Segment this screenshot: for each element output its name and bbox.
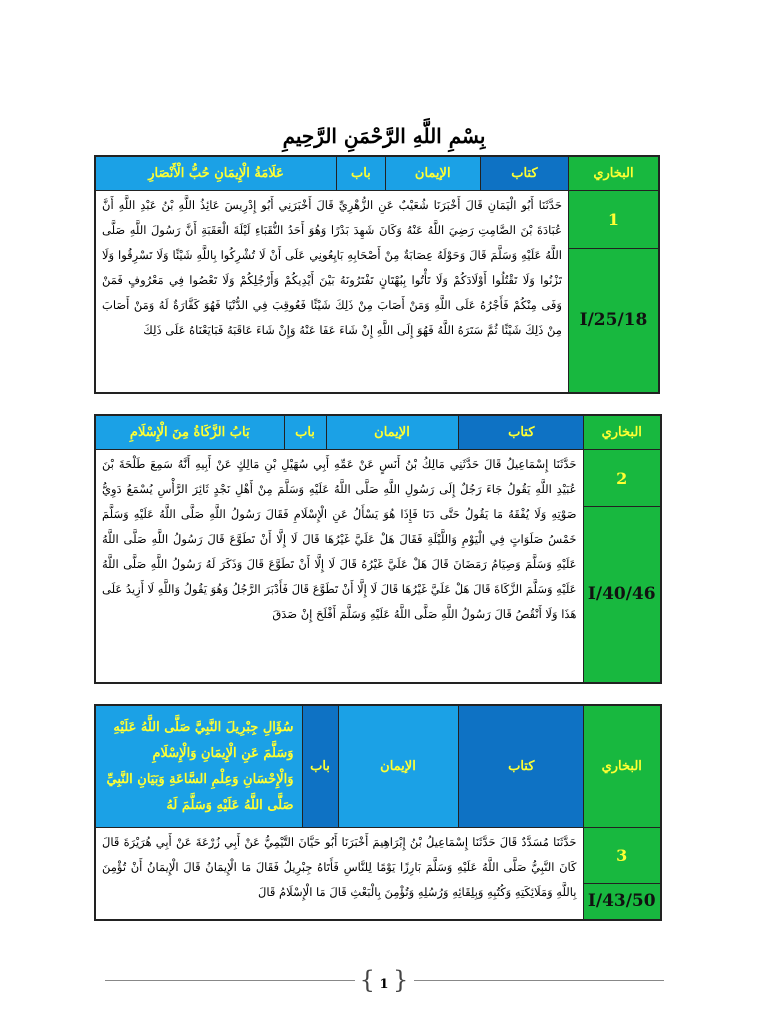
bab-label: باب xyxy=(302,706,338,827)
book-label: البخاري xyxy=(568,156,659,191)
page-footer xyxy=(0,966,768,996)
book-label: البخاري xyxy=(583,705,661,828)
kitab-name: الإيمان xyxy=(386,157,481,190)
kitab-label: كتاب xyxy=(458,416,584,449)
kitab-label: كتاب xyxy=(458,706,584,827)
right-bracket-icon: } xyxy=(393,966,409,994)
hadith-number: 3 xyxy=(583,828,661,884)
hadith-table xyxy=(94,414,662,684)
hadith-reference: I/40/46 xyxy=(583,507,661,683)
bab-label: باب xyxy=(284,416,326,449)
bab-title: عَلَامَةُ الْإِيمَانِ حُبُّ الْأَنْصَارِ xyxy=(96,157,337,190)
bab-title: سُؤَالِ جِبْرِيلَ النَّبِيَّ صَلَّى اللَّهُ عَلَيْهِ وَسَلَّمَ عَنِ الْإِيمَانِ وَالْإِسْلَامِ وَالْإِحْسَانِ وَعِلْمِ السَّاعَةِ وَبَيَانِ النَّبِيِّ صَلَّى اللَّهُ عَلَيْهِ وَسَلَّمَ لَهُ xyxy=(96,706,302,827)
page-number-frame xyxy=(356,966,412,994)
hadith-reference: I/25/18 xyxy=(568,249,659,393)
page-number: 1 xyxy=(379,977,389,992)
footer-rule-left xyxy=(105,980,355,981)
hadith-reference: I/43/50 xyxy=(583,884,661,920)
left-bracket-icon: { xyxy=(359,966,375,994)
hadith-number: 1 xyxy=(568,191,659,249)
hadith-text: حَدَّثَنَا مُسَدَّدٌ قَالَ حَدَّثَنَا إِسْمَاعِيلُ بْنُ إِبْرَاهِيمَ أَخْبَرَنَا أَبُو حَيَّانَ التَّيْمِيُّ عَنْ أَبِي زُرْعَةَ عَنْ أَبِي هُرَيْرَةَ قَالَ كَانَ النَّبِيُّ صَلَّى اللَّهُ عَلَيْهِ وَسَلَّمَ بَارِزًا يَوْمًا لِلنَّاسِ فَأَتَاهُ جِبْرِيلُ فَقَالَ مَا الْإِيمَانُ قَالَ الْإِيمَانُ أَنْ تُؤْمِنَ بِاللَّهِ وَمَلَائِكَتِهِ وَكُتُبِهِ وَبِلِقَائِهِ وَرُسُلِهِ وَتُؤْمِنَ بِالْبَعْثِ قَالَ مَا الْإِسْلَامُ قَالَ xyxy=(95,828,583,920)
bab-label: باب xyxy=(337,157,386,190)
hadith-table xyxy=(94,155,660,394)
hadith-text: حَدَّثَنَا أَبُو الْيَمَانِ قَالَ أَخْبَرَنَا شُعَيْبٌ عَنِ الزُّهْرِيِّ قَالَ أَخْبَرَنِي أَبُو إِدْرِيسَ عَائِذُ اللَّهِ بْنُ عَبْدِ اللَّهِ أَنَّ عُبَادَةَ بْنَ الصَّامِتِ رَضِيَ اللَّهُ عَنْهُ وَكَانَ شَهِدَ بَدْرًا وَهُوَ أَحَدُ النُّقَبَاءِ لَيْلَةَ الْعَقَبَةِ أَنَّ رَسُولَ اللَّهِ صَلَّى اللَّهُ عَلَيْهِ وَسَلَّمَ قَالَ وَحَوْلَهُ عِصَابَةٌ مِنْ أَصْحَابِهِ بَايِعُونِي عَلَى أَنْ لَا تُشْرِكُوا بِاللَّهِ شَيْئًا وَلَا تَسْرِقُوا وَلَا تَزْنُوا وَلَا تَقْتُلُوا أَوْلَادَكُمْ وَلَا تَأْتُوا بِبُهْتَانٍ تَفْتَرُونَهُ بَيْنَ أَيْدِيكُمْ وَأَرْجُلِكُمْ وَلَا تَعْصُوا فِي مَعْرُوفٍ فَمَنْ وَفَى مِنْكُمْ فَأَجْرُهُ عَلَى اللَّهِ وَمَنْ أَصَابَ مِنْ ذَلِكَ شَيْئًا فَعُوقِبَ فِي الدُّنْيَا فَهُوَ كَفَّارَةٌ لَهُ وَمَنْ أَصَابَ مِنْ ذَلِكَ شَيْئًا ثُمَّ سَتَرَهُ اللَّهُ فَهُوَ إِلَى اللَّهِ إِنْ شَاءَ عَفَا عَنْهُ وَإِنْ شَاءَ عَاقَبَهُ فَبَايَعْنَاهُ عَلَى ذَلِكَ xyxy=(95,191,568,393)
bab-title: بَابُ الزَّكَاةُ مِنَ الْإِسْلَامِ xyxy=(96,416,284,449)
hadith-number: 2 xyxy=(583,450,661,507)
kitab-name: الإيمان xyxy=(338,706,458,827)
hadith-text: حَدَّثَنَا إِسْمَاعِيلُ قَالَ حَدَّثَنِي مَالِكُ بْنُ أَنَسٍ عَنْ عَمِّهِ أَبِي سُهَيْلِ بْنِ مَالِكٍ عَنْ أَبِيهِ أَنَّهُ سَمِعَ طَلْحَةَ بْنَ عُبَيْدِ اللَّهِ يَقُولُ جَاءَ رَجُلٌ إِلَى رَسُولِ اللَّهِ صَلَّى اللَّهُ عَلَيْهِ وَسَلَّمَ مِنْ أَهْلِ نَجْدٍ ثَائِرَ الرَّأْسِ يُسْمَعُ دَوِيُّ صَوْتِهِ وَلَا يُفْقَهُ مَا يَقُولُ حَتَّى دَنَا فَإِذَا هُوَ يَسْأَلُ عَنِ الْإِسْلَامِ فَقَالَ رَسُولُ اللَّهِ صَلَّى اللَّهُ عَلَيْهِ وَسَلَّمَ خَمْسُ صَلَوَاتٍ فِي الْيَوْمِ وَاللَّيْلَةِ فَقَالَ هَلْ عَلَيَّ غَيْرُهَا قَالَ لَا إِلَّا أَنْ تَطَوَّعَ قَالَ رَسُولُ اللَّهِ صَلَّى اللَّهُ عَلَيْهِ وَسَلَّمَ وَصِيَامُ رَمَضَانَ قَالَ هَلْ عَلَيَّ غَيْرُهُ قَالَ لَا إِلَّا أَنْ تَطَوَّعَ قَالَ وَذَكَرَ لَهُ رَسُولُ اللَّهِ صَلَّى اللَّهُ عَلَيْهِ وَسَلَّمَ الزَّكَاةَ قَالَ هَلْ عَلَيَّ غَيْرُهَا قَالَ لَا إِلَّا أَنْ تَطَوَّعَ قَالَ فَأَدْبَرَ الرَّجُلُ وَهُوَ يَقُولُ وَاللَّهِ لَا أَزِيدُ عَلَى هَذَا وَلَا أَنْقُصُ قَالَ رَسُولُ اللَّهِ صَلَّى اللَّهُ عَلَيْهِ وَسَلَّمَ أَفْلَحَ إِنْ صَدَقَ xyxy=(95,450,583,683)
kitab-label: كتاب xyxy=(480,157,568,190)
basmala-heading: بِسْمِ اللَّهِ الرَّحْمَنِ الرَّحِيمِ xyxy=(282,124,486,148)
hadith-table xyxy=(94,704,662,921)
kitab-name: الإيمان xyxy=(326,416,458,449)
book-label: البخاري xyxy=(583,415,661,450)
footer-rule-right xyxy=(414,980,664,981)
